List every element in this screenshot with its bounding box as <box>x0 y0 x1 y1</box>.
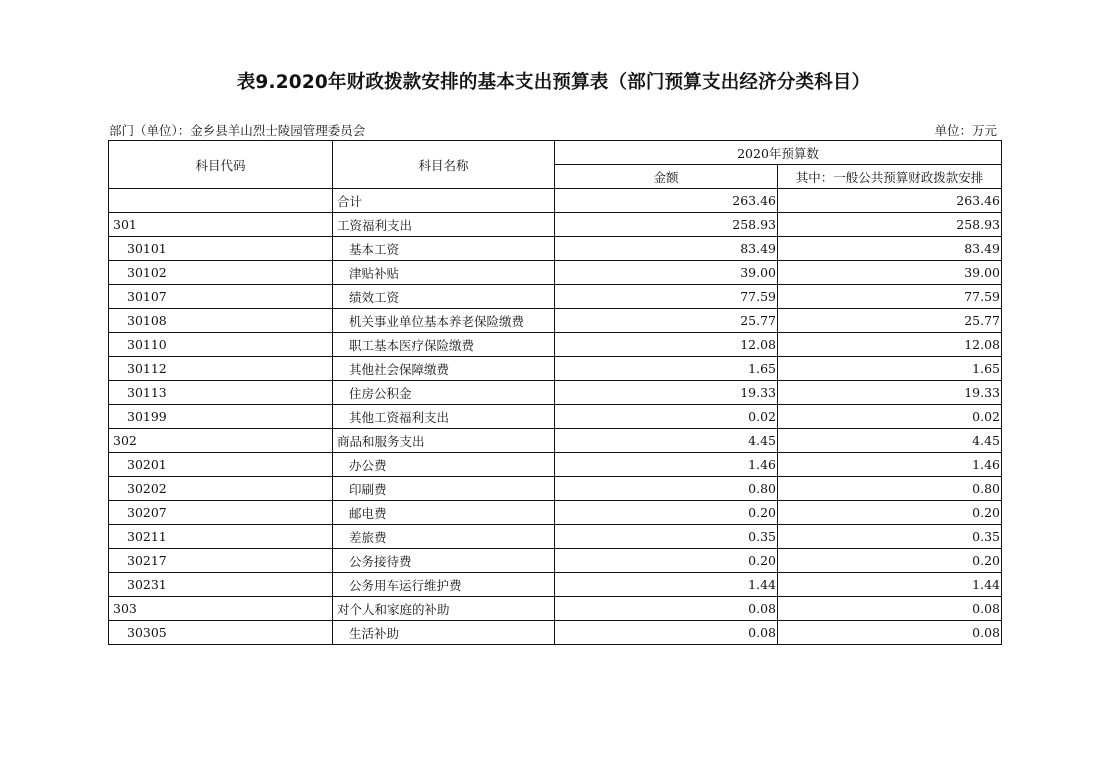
cell-amount: 83.49 <box>555 237 778 261</box>
cell-name: 生活补助 <box>333 621 555 645</box>
cell-general: 263.46 <box>778 189 1002 213</box>
table-row <box>109 357 1002 381</box>
cell-amount: 25.77 <box>555 309 778 333</box>
table-row <box>109 261 1002 285</box>
cell-name: 其他工资福利支出 <box>333 405 555 429</box>
unit-label: 单位：万元 <box>934 123 997 138</box>
cell-general: 258.93 <box>778 213 1002 237</box>
table-row <box>109 429 1002 453</box>
table-row <box>109 309 1002 333</box>
cell-name: 住房公积金 <box>333 381 555 405</box>
header-budget-group: 2020年预算数 <box>555 141 1002 165</box>
cell-amount: 0.35 <box>555 525 778 549</box>
cell-name: 公务接待费 <box>333 549 555 573</box>
cell-general: 0.08 <box>778 621 1002 645</box>
cell-general: 77.59 <box>778 285 1002 309</box>
cell-code: 30110 <box>109 333 333 357</box>
cell-amount: 1.65 <box>555 357 778 381</box>
cell-code: 301 <box>109 213 333 237</box>
cell-code: 30231 <box>109 573 333 597</box>
cell-amount: 258.93 <box>555 213 778 237</box>
cell-code: 30112 <box>109 357 333 381</box>
cell-general: 0.80 <box>778 477 1002 501</box>
header-amount: 金额 <box>555 165 778 189</box>
cell-name: 合计 <box>333 189 555 213</box>
cell-amount: 39.00 <box>555 261 778 285</box>
cell-general: 25.77 <box>778 309 1002 333</box>
table-row <box>109 381 1002 405</box>
cell-amount: 77.59 <box>555 285 778 309</box>
cell-general: 4.45 <box>778 429 1002 453</box>
cell-general: 0.20 <box>778 549 1002 573</box>
table-row <box>109 285 1002 309</box>
cell-amount: 4.45 <box>555 429 778 453</box>
cell-name: 差旅费 <box>333 525 555 549</box>
table-row <box>109 573 1002 597</box>
cell-name: 商品和服务支出 <box>333 429 555 453</box>
cell-general: 1.46 <box>778 453 1002 477</box>
cell-code: 30217 <box>109 549 333 573</box>
cell-amount: 0.02 <box>555 405 778 429</box>
cell-name: 津贴补贴 <box>333 261 555 285</box>
table-row <box>109 597 1002 621</box>
table-row <box>109 453 1002 477</box>
cell-code <box>109 189 333 213</box>
table-row <box>109 189 1002 213</box>
table-row <box>109 213 1002 237</box>
cell-amount: 12.08 <box>555 333 778 357</box>
cell-code: 303 <box>109 597 333 621</box>
table-row <box>109 549 1002 573</box>
cell-general: 1.65 <box>778 357 1002 381</box>
cell-general: 0.08 <box>778 597 1002 621</box>
header-code: 科目代码 <box>109 141 333 189</box>
table-row <box>109 237 1002 261</box>
cell-code: 30113 <box>109 381 333 405</box>
cell-amount: 1.44 <box>555 573 778 597</box>
cell-amount: 263.46 <box>555 189 778 213</box>
cell-general: 0.02 <box>778 405 1002 429</box>
cell-amount: 0.80 <box>555 477 778 501</box>
cell-amount: 0.08 <box>555 621 778 645</box>
cell-name: 邮电费 <box>333 501 555 525</box>
cell-amount: 0.20 <box>555 549 778 573</box>
cell-code: 30202 <box>109 477 333 501</box>
table-row <box>109 333 1002 357</box>
cell-name: 工资福利支出 <box>333 213 555 237</box>
department-label: 部门（单位）：金乡县羊山烈士陵园管理委员会 <box>109 123 366 138</box>
cell-general: 83.49 <box>778 237 1002 261</box>
table-row <box>109 621 1002 645</box>
header-of-which: 其中：一般公共预算财政拨款安排 <box>778 165 1002 189</box>
cell-amount: 19.33 <box>555 381 778 405</box>
cell-name: 办公费 <box>333 453 555 477</box>
cell-name: 职工基本医疗保险缴费 <box>333 333 555 357</box>
cell-code: 30207 <box>109 501 333 525</box>
cell-name: 公务用车运行维护费 <box>333 573 555 597</box>
page-title: 表9.2020年财政拨款安排的基本支出预算表（部门预算支出经济分类科目） <box>236 72 871 93</box>
table-row <box>109 477 1002 501</box>
table-row <box>109 525 1002 549</box>
cell-general: 39.00 <box>778 261 1002 285</box>
cell-name: 其他社会保障缴费 <box>333 357 555 381</box>
cell-general: 0.35 <box>778 525 1002 549</box>
cell-general: 19.33 <box>778 381 1002 405</box>
cell-code: 30201 <box>109 453 333 477</box>
header-name: 科目名称 <box>333 141 555 189</box>
cell-code: 30305 <box>109 621 333 645</box>
cell-code: 30107 <box>109 285 333 309</box>
table-body <box>109 189 1002 645</box>
cell-general: 1.44 <box>778 573 1002 597</box>
cell-code: 30211 <box>109 525 333 549</box>
cell-code: 30102 <box>109 261 333 285</box>
cell-name: 绩效工资 <box>333 285 555 309</box>
cell-general: 12.08 <box>778 333 1002 357</box>
table-header <box>109 141 1002 189</box>
cell-name: 基本工资 <box>333 237 555 261</box>
cell-amount: 0.08 <box>555 597 778 621</box>
table-row <box>109 501 1002 525</box>
cell-name: 印刷费 <box>333 477 555 501</box>
cell-general: 0.20 <box>778 501 1002 525</box>
budget-table <box>108 140 1002 645</box>
cell-code: 30199 <box>109 405 333 429</box>
cell-name: 对个人和家庭的补助 <box>333 597 555 621</box>
cell-amount: 0.20 <box>555 501 778 525</box>
cell-code: 30101 <box>109 237 333 261</box>
cell-code: 30108 <box>109 309 333 333</box>
cell-code: 302 <box>109 429 333 453</box>
cell-name: 机关事业单位基本养老保险缴费 <box>333 309 555 333</box>
cell-amount: 1.46 <box>555 453 778 477</box>
table-row <box>109 405 1002 429</box>
